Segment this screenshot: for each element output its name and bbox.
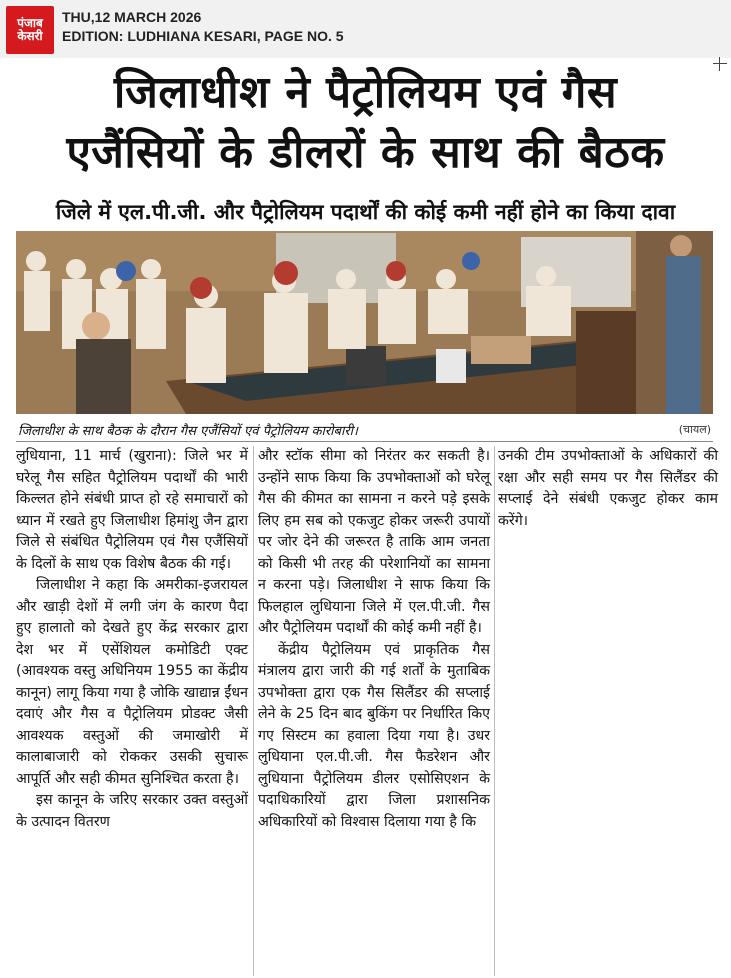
meeting-photo-illustration	[16, 231, 713, 414]
edition-meta	[62, 8, 344, 46]
column-1-paragraph-2: जिलाधीश ने कहा कि अमरीका-इजरायल और खाड़ी देशों में लगी जंग के कारण पैदा हुए हालातो को देखते हुए केंद्र सरकार द्वारा देश भर में एसेंशियल कमोडिटी एक्ट (आवश्यक वस्तु अधिनियम 1955 का केंद्रीय कानून) लागू किया गया है जोकि खाद्यान्न ईंधन दवाएं और गैस व पैट्रोलियम प्रोडक्ट जैसी आवश्यक वस्तुओं की जमाखोरी में कालाबाजारी को रोककर उसकी सुचारू आपूर्ति और सही कीमत सुनिश्चित करता है।	[16, 577, 248, 787]
column-2-paragraph-2: केंद्रीय पैट्रोलियम एवं प्राकृतिक गैस मंत्रालय द्वारा जारी की गई शर्तों के मुताबिक उपभोक्ता द्वारा एक गैस सिलैंडर की सप्लाई लेने के 25 दिन बाद बुकिंग पर निर्धारित किए गए सिस्टम का हवाला दिया गया है। उधर लुधियाना एल.पी.जी. गैस फैडरेशन और लुधियाना पैट्रोलियम डीलर एसोसिएशन के पदाधिकारियों द्वारा जिला प्रशासनिक अधिकारियों को विश्वास दिलाया गया है कि	[258, 641, 490, 830]
column-divider-2	[494, 446, 495, 976]
headline-line-1: जिलाधीश ने पैट्रोलियम एवं गैस	[113, 67, 618, 118]
caption-divider	[16, 441, 713, 442]
article-column-2	[258, 446, 490, 833]
photo-caption: जिलाधीश के साथ बैठक के दौरान गैस एजैंसियों एवं पैट्रोलियम कारोबारी।	[18, 424, 358, 439]
edition-info: EDITION: LUDHIANA KESARI, PAGE NO. 5	[62, 28, 344, 44]
column-1-paragraph-3: इस कानून के जरिए सरकार उक्त वस्तुओं के उत्पादन वितरण	[16, 792, 248, 830]
column-2-paragraph-1: और स्टॉक सीमा को निरंतर कर सकती है। उन्होंने साफ किया कि उपभोक्ताओं को घरेलू गैस की कीमत का सामना न करने पड़े इसके लिए हम सब को एकजुट होकर जरूरी उपायों पर जोर देने की जरूरत है ताकि आम जनता को किसी भी तरह की परेशानियों का सामना न करना पड़े। जिलाधीश ने साफ किया कि फिलहाल लुधियाना जिले में एल.पी.जी. गैस और पैट्रोलियम पदार्थों की कोई कमी नहीं है।	[258, 448, 490, 636]
article-column-3	[498, 446, 718, 532]
punjab-kesari-logo	[6, 6, 54, 54]
edition-date: THU,12 MARCH 2026	[62, 9, 202, 25]
logo-line-2: केसरी	[17, 29, 43, 43]
subheadline: जिले में एल.पी.जी. और पैट्रोलियम पदार्थों की कोई कमी नहीं होने का किया दावा	[55, 200, 676, 224]
column-1-paragraph-1: लुधियाना, 11 मार्च (खुराना): जिले भर में घरेलू गैस सहित पैट्रोलियम पदार्थों की भारी किल्लत होने संबंधी प्राप्त हो रहे समाचारों को ध्यान में रखते हुए जिलाधीश हिमांशु जैन द्वारा जिले से संबंधित पैट्रोलियम एवं गैस एजैंसियों के दिलों के साथ एक विशेष बैठक की गई।	[16, 448, 248, 572]
headline-line-2: एजैंसियों के डीलरों के साथ की बैठक	[66, 127, 665, 178]
logo-line-1: पंजाब	[17, 16, 43, 31]
column-divider-1	[253, 446, 254, 976]
photo-caption-row	[16, 419, 713, 441]
photo-credit: (चायल)	[678, 423, 711, 436]
column-3-paragraph-1: उनकी टीम उपभोक्ताओं के अधिकारों की रक्षा और सही समय पर गैस सिलैंडर की सप्लाई देने संबंधी एकजुट होकर काम करेंगे।	[498, 448, 718, 529]
edition-header	[0, 0, 731, 58]
meeting-photo	[16, 231, 713, 414]
article-column-1	[16, 446, 248, 833]
